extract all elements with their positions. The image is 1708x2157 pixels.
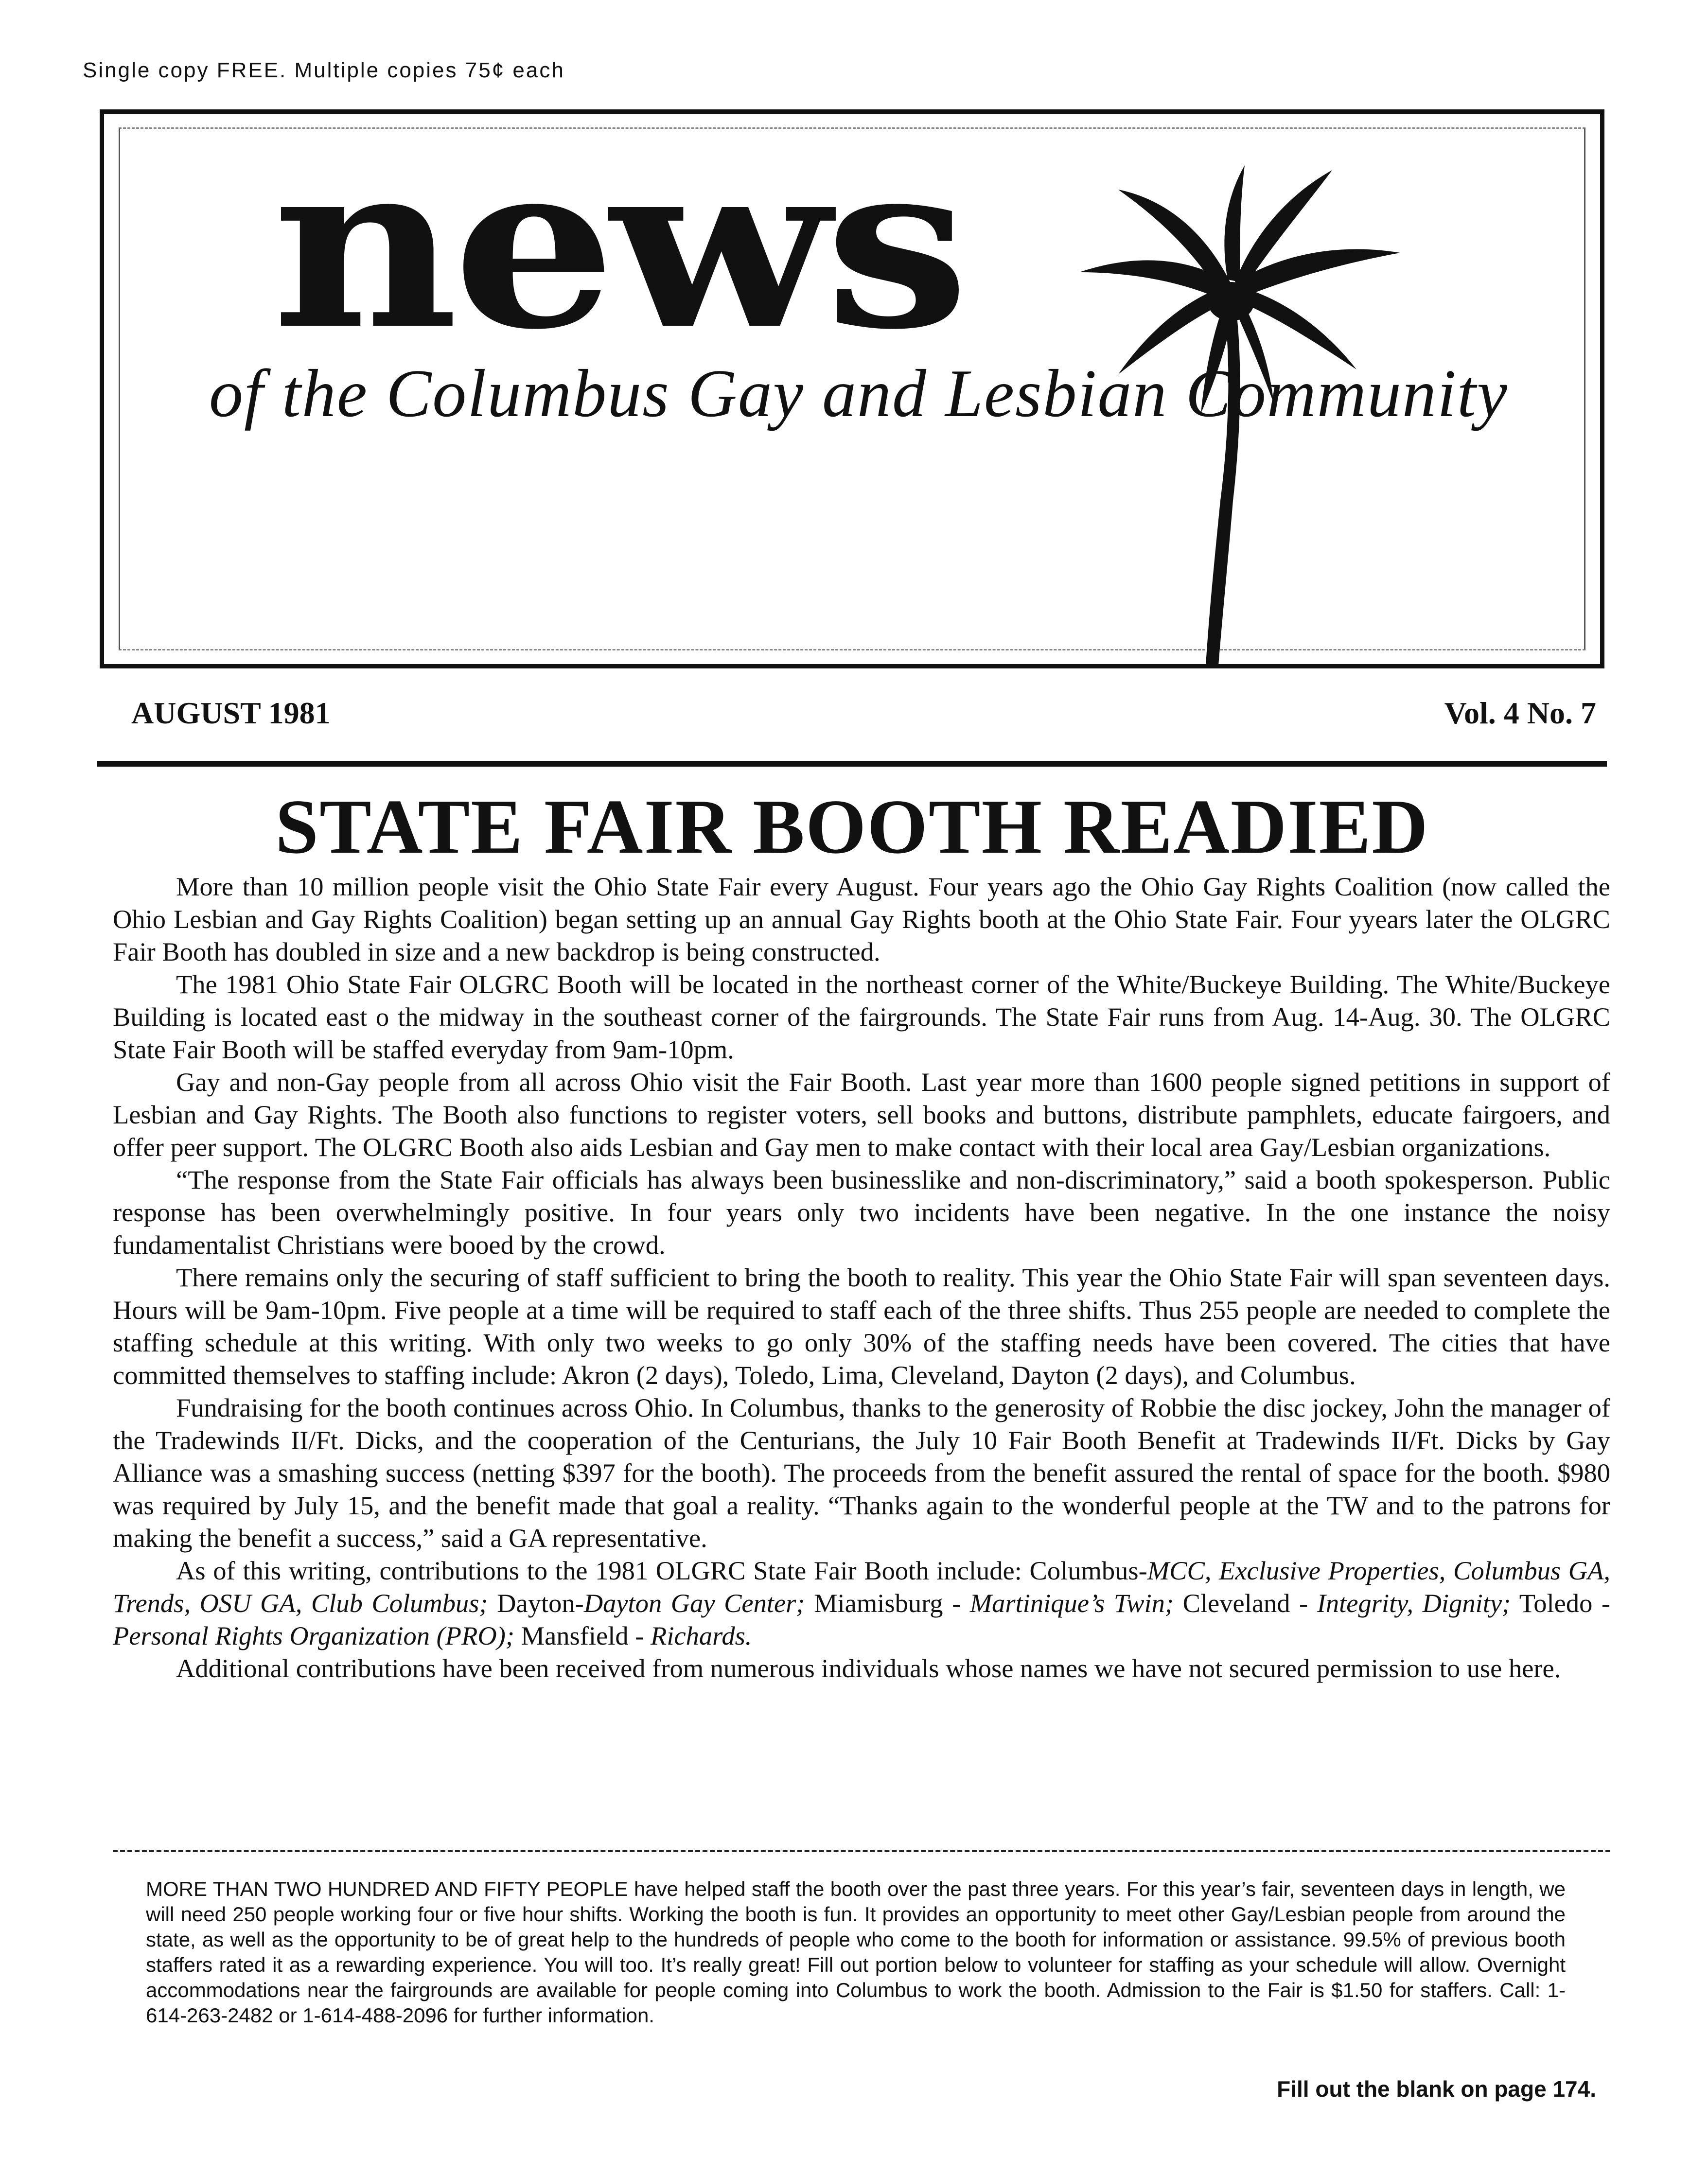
masthead-title: news — [272, 111, 964, 380]
contributors-city: Dayton- — [488, 1588, 584, 1618]
issue-volume: Vol. 4 No. 7 — [1444, 696, 1596, 730]
masthead-subtitle: of the Columbus Gay and Lesbian Community — [209, 356, 1508, 431]
contributors-mansfield: Richards. — [651, 1621, 752, 1650]
volunteer-callout — [146, 1876, 1566, 2028]
contributors-paragraph — [113, 1554, 1610, 1652]
article-paragraph: Additional contributions have been received from numerous individuals whose names we have not secured permission to use here. — [176, 1653, 1561, 1683]
contributors-dayton: Dayton Gay Center; — [583, 1588, 805, 1618]
article-paragraph: Gay and non-Gay people from all across Ohio visit the Fair Booth. Last year more than 1600 people signed petitions in support of Lesbian and Gay Rights. The Booth also functions to register voters, sell books and buttons, distribute pamphlets, educate fairgoers, and offer peer support. The OLGRC Booth also aids Lesbian and Gay men to make contact with their local area Gay/Lesbian organizations. — [113, 1067, 1610, 1162]
header-rule — [97, 761, 1607, 767]
article-paragraph: “The response from the State Fair officials has always been businesslike and non-discriminatory,” said a booth spokesperson. Public response has been overwhelmingly positive. In four years only two incidents have been negative. In the one instance the noisy fundamentalist Christians were booed by the crowd. — [113, 1165, 1610, 1260]
article-paragraph: More than 10 million people visit the Ohio State Fair every August. Four years ago the Ohio Gay Rights Coalition (now called the Ohio Lesbian and Gay Rights Coalition) began setting up an annual Gay Rights booth at the Ohio State Fair. Four yyears later the OLGRC Fair Booth has doubled in size and a new backdrop is being constructed. — [113, 872, 1610, 966]
fill-out-note: Fill out the blank on page 174. — [1277, 2076, 1596, 2102]
contributors-city: Miamisburg - — [805, 1588, 970, 1618]
contributors-city: Toledo - — [1511, 1588, 1611, 1618]
contributors-cleveland: Integrity, Dignity; — [1317, 1588, 1511, 1618]
article-paragraph: The 1981 Ohio State Fair OLGRC Booth will be located in the northeast corner of the White/Buckeye Building. The White/Buckeye Building is located east o the midway in the southeast corner of the fairgrounds. The State Fair runs from Aug. 14-Aug. 30. The OLGRC State Fair Booth will be staffed everyday from 9am-10pm. — [113, 969, 1610, 1064]
issue-date: AUGUST 1981 — [131, 696, 331, 730]
dashed-divider — [113, 1850, 1610, 1852]
contributors-city: Cleveland - — [1174, 1588, 1317, 1618]
contributors-intro: As of this writing, contributions to the 1981 OLGRC State Fair Booth include: Columbus- — [176, 1556, 1147, 1585]
article-paragraph: Fundraising for the booth continues across Ohio. In Columbus, thanks to the generosity of Robbie the disc jockey, John the manager of the Tradewinds II/Ft. Dicks, and the cooperation of the Centurians, the July 10 Fair Booth Benefit at Tradewinds II/Ft. Dicks by Gay Alliance was a smashing success (netting $397 for the booth). The proceeds from the benefit assured the rental of space for the booth. $980 was required by July 15, and the benefit made that goal a reality. “Thanks again to the wonderful people at the TW and to the patrons for making the benefit a success,” said a GA representative. — [113, 1393, 1610, 1553]
contributors-miamisburg: Martinique’s Twin; — [969, 1588, 1174, 1618]
contributors-columbus: MCC, Exclusive Properties, Columbus GA, Trends, OSU GA, Club Columbus; — [113, 1556, 1610, 1618]
headline: STATE FAIR BOOTH READIED — [275, 783, 1429, 870]
article-body — [113, 870, 1610, 1684]
contributors-toledo: Personal Rights Organization (PRO); — [113, 1621, 515, 1650]
contributors-city: Mansfield - — [514, 1621, 651, 1650]
callout-text: MORE THAN TWO HUNDRED AND FIFTY PEOPLE have helped staff the booth over the past three years. For this year’s fair, seventeen days in length, we will need 250 people working four or five hour shifts. Working the booth is fun. It provides an opportunity to meet other Gay/Lesbian people from around the state, as well as the opportunity to be of great help to the hundreds of people who come to the booth for information or assistance. 99.5% of previous booth staffers rated it as a rewarding experience. You will too. It’s really great! Fill out portion below to volunteer for staffing as your schedule will allow. Overnight accommodations near the fairgrounds are available for people coming into Columbus to work the booth. Admission to the Fair is $1.50 for staffers. Call: 1-614-263-2482 or 1-614-488-2096 for further information. — [146, 1877, 1566, 2027]
price-note: Single copy FREE. Multiple copies 75¢ each — [83, 58, 565, 82]
article-paragraph: There remains only the securing of staff sufficient to bring the booth to reality. This year the Ohio State Fair will span seventeen days. Hours will be 9am-10pm. Five people at a time will be required to staff each of the three shifts. Thus 255 people are needed to complete the staffing schedule at this writing. With only two weeks to go only 30% of the staffing needs have been covered. The cities that have committed themselves to staffing include: Akron (2 days), Toledo, Lima, Cleveland, Dayton (2 days), and Columbus. — [113, 1263, 1610, 1390]
